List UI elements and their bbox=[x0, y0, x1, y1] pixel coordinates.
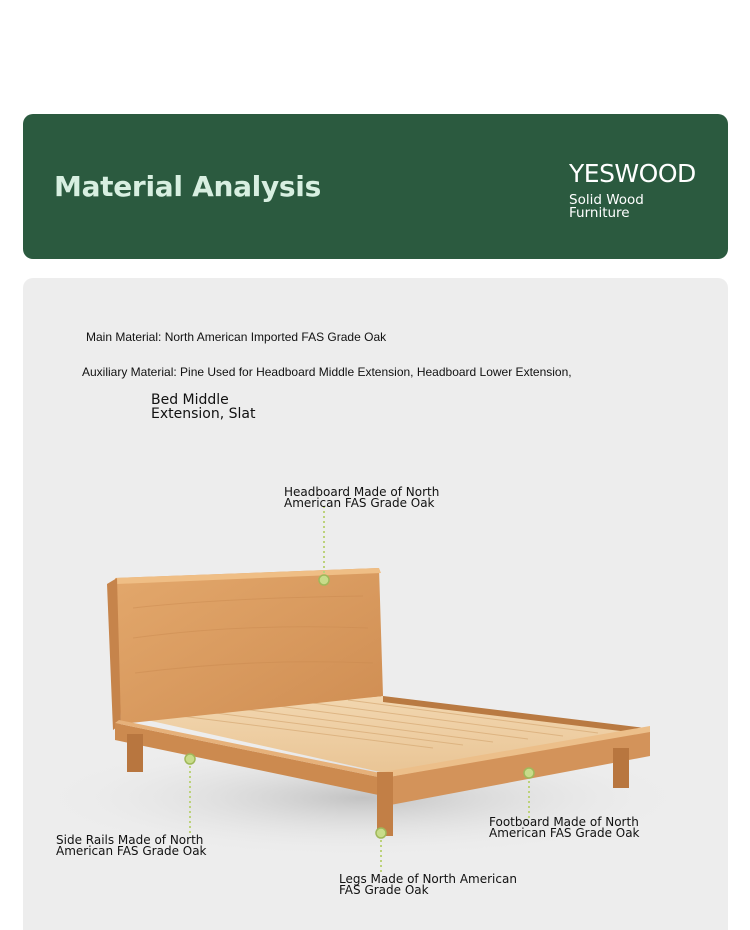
footboard-callout-line1: Footboard Made of North bbox=[489, 815, 639, 829]
headboard-callout-line1: Headboard Made of North bbox=[284, 485, 440, 499]
marker-legs bbox=[376, 828, 386, 838]
brand-tagline bbox=[569, 194, 644, 220]
auxiliary-material-text: Auxiliary Material: Pine Used for Headboard Middle Extension, Headboard Lower Extension, bbox=[82, 365, 572, 379]
marker-side-rails bbox=[185, 754, 195, 764]
header-banner bbox=[23, 114, 728, 259]
legs-callout bbox=[339, 874, 517, 896]
leg-back-right bbox=[613, 748, 629, 788]
side-rails-callout bbox=[56, 835, 207, 857]
brand-tagline-line1: Solid Wood bbox=[569, 192, 644, 208]
headboard-callout bbox=[284, 487, 439, 509]
legs-callout-line1: Legs Made of North American bbox=[339, 872, 517, 886]
headboard-callout-line2: American FAS Grade Oak bbox=[284, 496, 435, 510]
leg-front bbox=[377, 772, 393, 836]
brand-logo: YESWOOD bbox=[569, 159, 696, 188]
marker-footboard bbox=[524, 768, 534, 778]
auxiliary-line2: Extension, Slat bbox=[151, 406, 256, 422]
page-title: Material Analysis bbox=[54, 170, 321, 203]
leg-back-left bbox=[127, 734, 143, 772]
material-panel bbox=[23, 278, 728, 930]
main-material-text: Main Material: North American Imported FAS Grade Oak bbox=[86, 330, 387, 344]
footboard-callout bbox=[489, 817, 640, 839]
marker-headboard bbox=[319, 575, 329, 585]
side-rails-callout-line2: American FAS Grade Oak bbox=[56, 844, 207, 858]
footboard-callout-line2: American FAS Grade Oak bbox=[489, 826, 640, 840]
auxiliary-material-continued bbox=[151, 393, 255, 421]
legs-callout-line2: FAS Grade Oak bbox=[339, 883, 429, 897]
side-rails-callout-line1: Side Rails Made of North bbox=[56, 833, 204, 847]
auxiliary-line1: Bed Middle bbox=[151, 392, 229, 408]
brand-tagline-line2: Furniture bbox=[569, 205, 630, 221]
